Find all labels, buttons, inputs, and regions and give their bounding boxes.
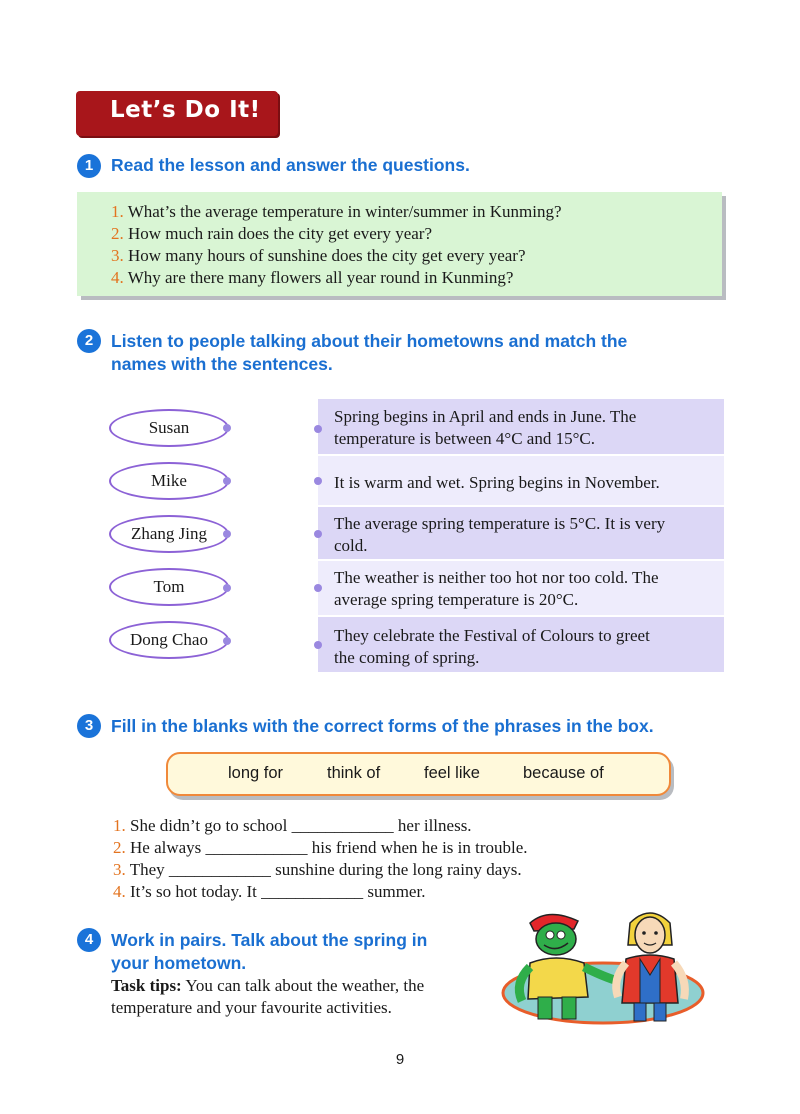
section-4-number: 4 bbox=[77, 928, 101, 952]
banner-title: Let’s Do It! bbox=[110, 97, 261, 123]
match-dot[interactable] bbox=[223, 584, 231, 592]
match-dot[interactable] bbox=[223, 637, 231, 645]
task-tips-text: You can talk about the weather, the temperature and your favourite activities. bbox=[111, 976, 425, 1017]
section-1-heading: Read the lesson and answer the questions. bbox=[111, 155, 470, 175]
question-1: 1. What’s the average temperature in winter/summer in Kunming? bbox=[111, 202, 562, 221]
match-dot[interactable] bbox=[223, 477, 231, 485]
name-oval-zhang-jing[interactable]: Zhang Jing bbox=[109, 515, 229, 553]
task-tips bbox=[111, 975, 491, 1019]
lets-do-it-banner bbox=[76, 91, 278, 136]
questions-box bbox=[77, 192, 722, 296]
match-dot[interactable] bbox=[314, 477, 322, 485]
match-dot[interactable] bbox=[314, 425, 322, 433]
sentence-row bbox=[318, 456, 724, 505]
section-1-number: 1 bbox=[77, 154, 101, 178]
fill-item-3: 3. They ____________ sunshine during the long rainy days. bbox=[113, 860, 522, 879]
sentence-line: It is warm and wet. Spring begins in November. bbox=[334, 473, 660, 492]
name-oval-susan[interactable]: Susan bbox=[109, 409, 229, 447]
sentence-row bbox=[318, 399, 724, 454]
sentence-line: temperature is between 4°C and 15°C. bbox=[334, 429, 595, 448]
sentence-line: Spring begins in April and ends in June. The bbox=[334, 407, 637, 426]
section-4-heading-line-1: Work in pairs. Talk about the spring in bbox=[111, 930, 428, 950]
sentence-row bbox=[318, 617, 724, 672]
sentence-row bbox=[318, 507, 724, 559]
page-number: 9 bbox=[395, 1051, 405, 1068]
sentence-line: The weather is neither too hot nor too cold. The bbox=[334, 568, 659, 587]
phrase-think-of: think of bbox=[327, 764, 381, 782]
match-dot[interactable] bbox=[314, 530, 322, 538]
fill-item-4: 4. It’s so hot today. It ____________ summer. bbox=[113, 882, 426, 901]
sentence-line: the coming of spring. bbox=[334, 648, 480, 667]
section-3-heading: Fill in the blanks with the correct forms of the phrases in the box. bbox=[111, 716, 654, 736]
fill-item-2: 2. He always ____________ his friend when he is in trouble. bbox=[113, 838, 528, 857]
phrase-box bbox=[166, 752, 671, 796]
match-dot[interactable] bbox=[223, 424, 231, 432]
task-tips-label: Task tips: bbox=[111, 976, 182, 995]
sentence-row bbox=[318, 561, 724, 615]
question-4: 4. Why are there many flowers all year round in Kunming? bbox=[111, 268, 514, 287]
section-3-number: 3 bbox=[77, 714, 101, 738]
section-2-heading-line-1: Listen to people talking about their hometowns and match the bbox=[111, 331, 628, 351]
match-dot[interactable] bbox=[223, 530, 231, 538]
sentence-line: average spring temperature is 20°C. bbox=[334, 590, 579, 609]
two-characters-illustration bbox=[500, 905, 710, 1030]
match-dot[interactable] bbox=[314, 584, 322, 592]
section-2-number: 2 bbox=[77, 329, 101, 353]
fill-item-1: 1. She didn’t go to school ____________ her illness. bbox=[113, 816, 472, 835]
section-4-heading-line-2: your hometown. bbox=[111, 953, 247, 973]
name-oval-dong-chao[interactable]: Dong Chao bbox=[109, 621, 229, 659]
question-2: 2. How much rain does the city get every year? bbox=[111, 224, 432, 243]
phrase-because-of: because of bbox=[523, 764, 604, 782]
question-3: 3. How many hours of sunshine does the city get every year? bbox=[111, 246, 526, 265]
name-oval-tom[interactable]: Tom bbox=[109, 568, 229, 606]
section-2-heading-line-2: names with the sentences. bbox=[111, 354, 333, 374]
phrase-feel-like: feel like bbox=[424, 764, 480, 782]
sentence-line: The average spring temperature is 5°C. It is very bbox=[334, 514, 666, 533]
sentence-line: They celebrate the Festival of Colours to greet bbox=[334, 626, 650, 645]
match-dot[interactable] bbox=[314, 641, 322, 649]
phrase-long-for: long for bbox=[228, 764, 284, 782]
name-oval-mike[interactable]: Mike bbox=[109, 462, 229, 500]
sentence-line: cold. bbox=[334, 536, 368, 555]
